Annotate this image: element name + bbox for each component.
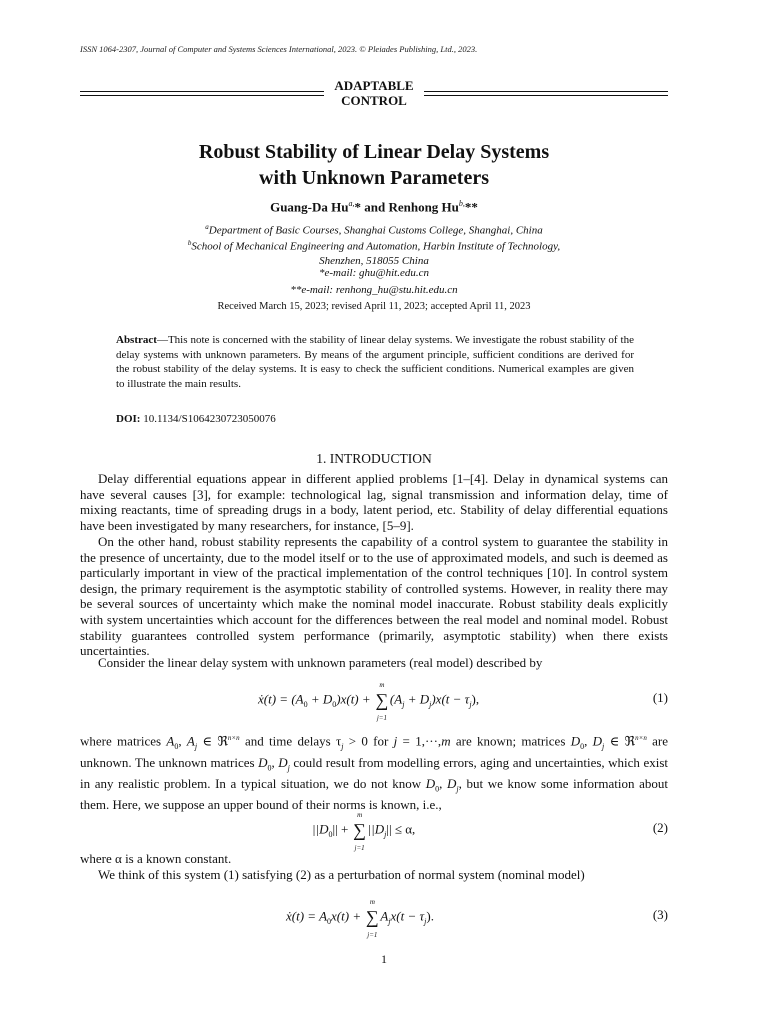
- eq1-rhs4: ),: [471, 691, 480, 707]
- eq1-rhs2: + D: [404, 691, 430, 707]
- affiliation-b: [80, 236, 668, 268]
- eq3-sum: [364, 898, 380, 939]
- eq1-sum-bot: j=1: [376, 714, 387, 722]
- eq2-sum: [352, 811, 368, 852]
- p4-s3: ∈ ℜ: [197, 733, 228, 749]
- eq3-rhs2: x(t − τ: [390, 908, 425, 924]
- eq3-sum-bot: j=1: [367, 931, 378, 939]
- affiliation-a-text: Department of Basic Courses, Shanghai Customs College, Shanghai, China: [208, 224, 543, 237]
- eq2-sub0: 0: [328, 830, 333, 840]
- received-dates: Received March 15, 2023; revised April 11, 2023; accepted April 11, 2023: [217, 301, 531, 312]
- doi-value: 10.1134/S1064230723050076: [140, 413, 276, 425]
- eq3-mid: x(t) +: [331, 908, 365, 924]
- author-2-star: **: [464, 199, 478, 215]
- p4-sub0c: 0: [267, 763, 272, 773]
- equation-2-body: [312, 811, 416, 852]
- eq3-lhs: ẋ(t) = A: [286, 908, 328, 924]
- journal-header: ISSN 1064-2307, Journal of Computer and Systems Sciences International, 2023. © Pleiades Publishing, Ltd., 2023.: [80, 44, 478, 54]
- eq2-mid: || +: [332, 821, 352, 837]
- eq3-subj: j: [388, 917, 391, 927]
- p4-s13: ,: [439, 775, 448, 791]
- affiliation-b-text-2: Shenzhen, 518055 China: [319, 254, 429, 267]
- p4-sub0: 0: [174, 741, 179, 751]
- author-1: Guang-Da Hu: [270, 199, 349, 215]
- page-number: 1: [381, 952, 387, 966]
- p4-subj3: j: [602, 741, 605, 751]
- eq1-mid2: )x(t) +: [336, 691, 374, 707]
- eq2-sum-sym: ∑: [353, 820, 367, 840]
- p4-s1: where matrices: [80, 733, 167, 749]
- eq2-sum-bot: j=1: [354, 844, 365, 852]
- author-1-star: *: [354, 199, 361, 215]
- doi: [116, 413, 276, 425]
- rubric-rule-right: [424, 91, 668, 96]
- equation-1: [80, 681, 668, 724]
- doi-label: DOI:: [116, 413, 141, 425]
- paragraph-6: We think of this system (1) satisfying (2) as a perturbation of normal system (nominal model): [98, 867, 585, 882]
- paragraph-2: On the other hand, robust stability represents the capability of a control system to guarantee the stability in the presence of uncertainty, due to the model itself or to the use of approximated models, and such is deemed as particularly important in view of the practical implementation of the control techniques [10]. In control system design, the primary requirement is the asymptotic stability of controlled systems. However, in reality there may be several sources of uncertainty which make the nominal model inaccurate. Robust stability deals explicitly with system uncertainties which account for the differences between the real model and nominal model. Robust stability guarantees controlled system performance (primarily, asymptotic stability) when there exists uncertainties.: [80, 534, 668, 659]
- paragraph-4: [80, 731, 668, 812]
- p4-sub0d: 0: [435, 784, 440, 794]
- section-heading: 1. INTRODUCTION: [316, 451, 432, 466]
- p4-s5: > 0 for: [343, 733, 394, 749]
- p4-dim1: n×n: [227, 734, 240, 742]
- abstract-text: —This note is concerned with the stability of linear delay systems. We investigate the robust stability of the delay systems with unknown parameters. By means of the argument principle, sufficient conditions are derived for the robust stability of the delay systems. It is easy to check the sufficient conditions. Numerical examples are given to illustrate the main results.: [116, 334, 634, 390]
- equation-1-body: [258, 681, 480, 722]
- paragraph-3: Consider the linear delay system with unknown parameters (real model) described by: [98, 655, 543, 670]
- eq1-subj3: j: [469, 700, 472, 710]
- eq3-sub0: 0: [327, 917, 332, 927]
- p4-Djb: D: [278, 754, 288, 770]
- eq1-rhs3: )x(t − τ: [431, 691, 470, 707]
- affiliation-a-mark: a: [205, 223, 209, 231]
- equation-2-number: (2): [652, 820, 668, 835]
- eq1-sub0: 0: [303, 700, 308, 710]
- p4-D0b: D: [258, 754, 268, 770]
- paper-title: [80, 139, 668, 191]
- p4-j: j: [393, 733, 398, 749]
- p4-dim2: n×n: [635, 734, 647, 742]
- rubric-line1: ADAPTABLE: [334, 78, 414, 93]
- eq1-lhs: ẋ(t) = (A: [258, 691, 304, 707]
- eq3-rhs3: ).: [426, 908, 434, 924]
- p4-A0: A: [166, 733, 175, 749]
- rubric-line2: CONTROL: [341, 93, 407, 108]
- eq1-mid1: + D: [307, 691, 333, 707]
- affiliation-b-text-1: School of Mechanical Engineering and Automation, Harbin Institute of Technology,: [191, 240, 561, 253]
- email-1: *e-mail: ghu@hit.edu.cn: [318, 267, 429, 279]
- eq1-sum: [374, 681, 390, 722]
- p4-s14: , but we know some information about them. Here, we suppose an upper bound of their norms is known, i.e.,: [80, 775, 668, 812]
- eq3-subj2: j: [424, 917, 427, 927]
- author-2-marks: b,: [458, 199, 465, 208]
- eq1-rhs1: (A: [389, 691, 403, 707]
- author-1-marks: a,: [348, 199, 355, 208]
- p4-s7: are known; matrices: [450, 733, 571, 749]
- title-line2: with Unknown Parameters: [259, 167, 489, 189]
- p4-subj: j: [194, 741, 198, 751]
- p4-s8: ,: [584, 733, 593, 749]
- equation-3-body: [286, 898, 434, 939]
- eq1-sub0b: 0: [332, 700, 337, 710]
- email-2: **e-mail: renhong_hu@stu.hit.edu.cn: [290, 284, 458, 296]
- p4-subj2: j: [341, 741, 344, 751]
- eq1-subj2: j: [429, 700, 432, 710]
- eq2-subj: j: [384, 830, 387, 840]
- eq2-rhs2: || ≤ α,: [386, 821, 416, 837]
- p4-Dj: D: [592, 733, 603, 749]
- eq3-rhs1: A: [380, 908, 389, 924]
- p4-s4: and time delays τ: [239, 733, 342, 749]
- p4-subj4: j: [287, 763, 290, 773]
- p4-m: m: [441, 733, 451, 749]
- p4-s9: ∈ ℜ: [604, 733, 636, 749]
- p4-subj5: j: [456, 784, 459, 794]
- p4-sub0b: 0: [580, 741, 585, 751]
- author-list: [80, 199, 668, 215]
- eq1-sum-top: m: [379, 681, 385, 689]
- rubric-rule-left: [80, 91, 324, 96]
- equation-3-number: (3): [652, 907, 668, 922]
- p4-Djc: D: [447, 775, 457, 791]
- p4-D0c: D: [425, 775, 436, 791]
- equation-2: [80, 811, 668, 854]
- p4-s11: ,: [271, 754, 279, 770]
- eq2-lhs: ||D: [312, 821, 329, 837]
- p4-s2: ,: [178, 733, 187, 749]
- affiliation-a: [80, 220, 668, 238]
- equation-3: [80, 898, 668, 941]
- author-2: Renhong Hu: [388, 199, 459, 215]
- p4-s6: = 1,···,: [397, 733, 442, 749]
- affiliation-b-mark: b: [187, 239, 192, 247]
- paragraph-5: where α is a known constant.: [80, 851, 232, 866]
- eq3-sum-top: m: [369, 898, 375, 906]
- p4-Aj: A: [186, 733, 195, 749]
- eq3-sum-sym: ∑: [365, 907, 379, 927]
- abstract-label: Abstract: [116, 334, 157, 346]
- rubric: [80, 78, 668, 112]
- abstract: [116, 333, 634, 391]
- equation-1-number: (1): [652, 690, 668, 705]
- eq1-subj: j: [402, 700, 405, 710]
- p4-s12: could result from modelling errors, aging and uncertainties, which exist in any realistic problem. In a typical situation, we do not know: [80, 754, 668, 791]
- author-and: and: [360, 199, 389, 215]
- rubric-text: [324, 78, 424, 108]
- eq1-sum-sym: ∑: [375, 690, 389, 710]
- title-line1: Robust Stability of Linear Delay Systems: [198, 141, 550, 163]
- p4-D0: D: [570, 733, 581, 749]
- p4-s10: are unknown. The unknown matrices: [80, 733, 669, 770]
- eq2-sum-top: m: [357, 811, 363, 819]
- eq2-rhs1: ||D: [367, 821, 385, 837]
- paragraph-1: Delay differential equations appear in different applied problems [1–[4]. Delay in dynamical systems can have several causes [3], for example: technological lag, signal transmission and information delay, time of mixing reactants, time of spreading drugs in a body, latent period, etc. Stability of delay differential equations have been investigated by many researchers, for instance, [5–9].: [80, 471, 668, 533]
